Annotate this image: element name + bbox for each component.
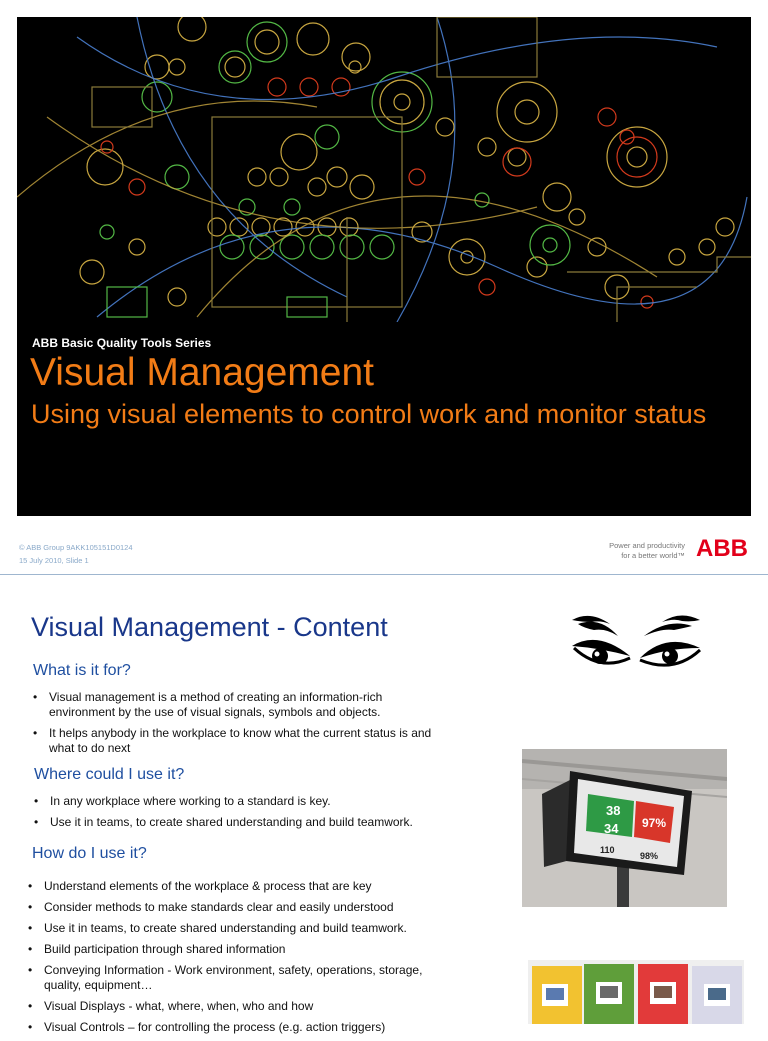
list-item: • Visual Controls – for controlling the process (e.g. action triggers)	[26, 1020, 446, 1035]
list-item: • It helps anybody in the workplace to know what the current status is and what to do next	[31, 726, 441, 756]
monitor-photo	[522, 749, 727, 907]
slide-separator	[0, 574, 768, 575]
slide-footer	[19, 541, 133, 567]
slide-subtitle: Using visual elements to control work and monitor status	[31, 399, 707, 429]
monitor-illustration	[522, 749, 727, 907]
abb-logo	[696, 535, 752, 559]
machinery-illustration	[17, 17, 751, 322]
monitor-value-34: 34	[604, 821, 619, 836]
list-item: • Use it in teams, to create shared understanding and build teamwork.	[26, 921, 446, 936]
monitor-value-38: 38	[606, 803, 621, 818]
section-heading-where: Where could I use it?	[34, 766, 185, 783]
abb-logo-text: ABB	[696, 535, 748, 559]
date-slide-text: 15 July 2010, Slide 1	[19, 556, 89, 565]
list-item: • Conveying Information - Work environment, safety, operations, storage, quality, equipment…	[26, 963, 446, 993]
list-item: • Understand elements of the workplace & process that are key	[26, 879, 446, 894]
list-item: • Visual Displays - what, where, when, who and how	[26, 999, 446, 1014]
list-item: • Build participation through shared information	[26, 942, 446, 957]
eyes-icon	[570, 612, 705, 676]
section-list-what	[31, 690, 441, 762]
copyright-text: © ABB Group 9AKK105151D0124	[19, 543, 133, 552]
bins-photo	[528, 960, 744, 1024]
list-item: • Consider methods to make standards clear and easily understood	[26, 900, 446, 915]
list-item: • In any workplace where working to a standard is key.	[32, 794, 482, 809]
section-list-where	[32, 794, 482, 836]
section-heading-what: What is it for?	[33, 662, 131, 679]
hero-banner	[17, 17, 751, 516]
slide-title: Visual Management	[30, 351, 374, 394]
monitor-value-98: 98%	[640, 851, 659, 861]
section-list-how	[26, 879, 446, 1041]
content-title: Visual Management - Content	[31, 612, 388, 642]
section-heading-how: How do I use it?	[32, 845, 147, 862]
monitor-value-97: 97%	[642, 816, 667, 830]
list-item: • Use it in teams, to create shared understanding and build teamwork.	[32, 815, 482, 830]
monitor-value-110: 110	[600, 845, 615, 855]
list-item: • Visual management is a method of creating an information-rich environment by the use of visual signals, symbols and objects.	[31, 690, 441, 720]
tagline-line-2: for a better world™	[621, 551, 685, 560]
bins-illustration	[528, 960, 744, 1024]
series-label: ABB Basic Quality Tools Series	[32, 336, 212, 350]
abb-tagline	[609, 541, 685, 561]
tagline-line-1: Power and productivity	[609, 541, 685, 550]
